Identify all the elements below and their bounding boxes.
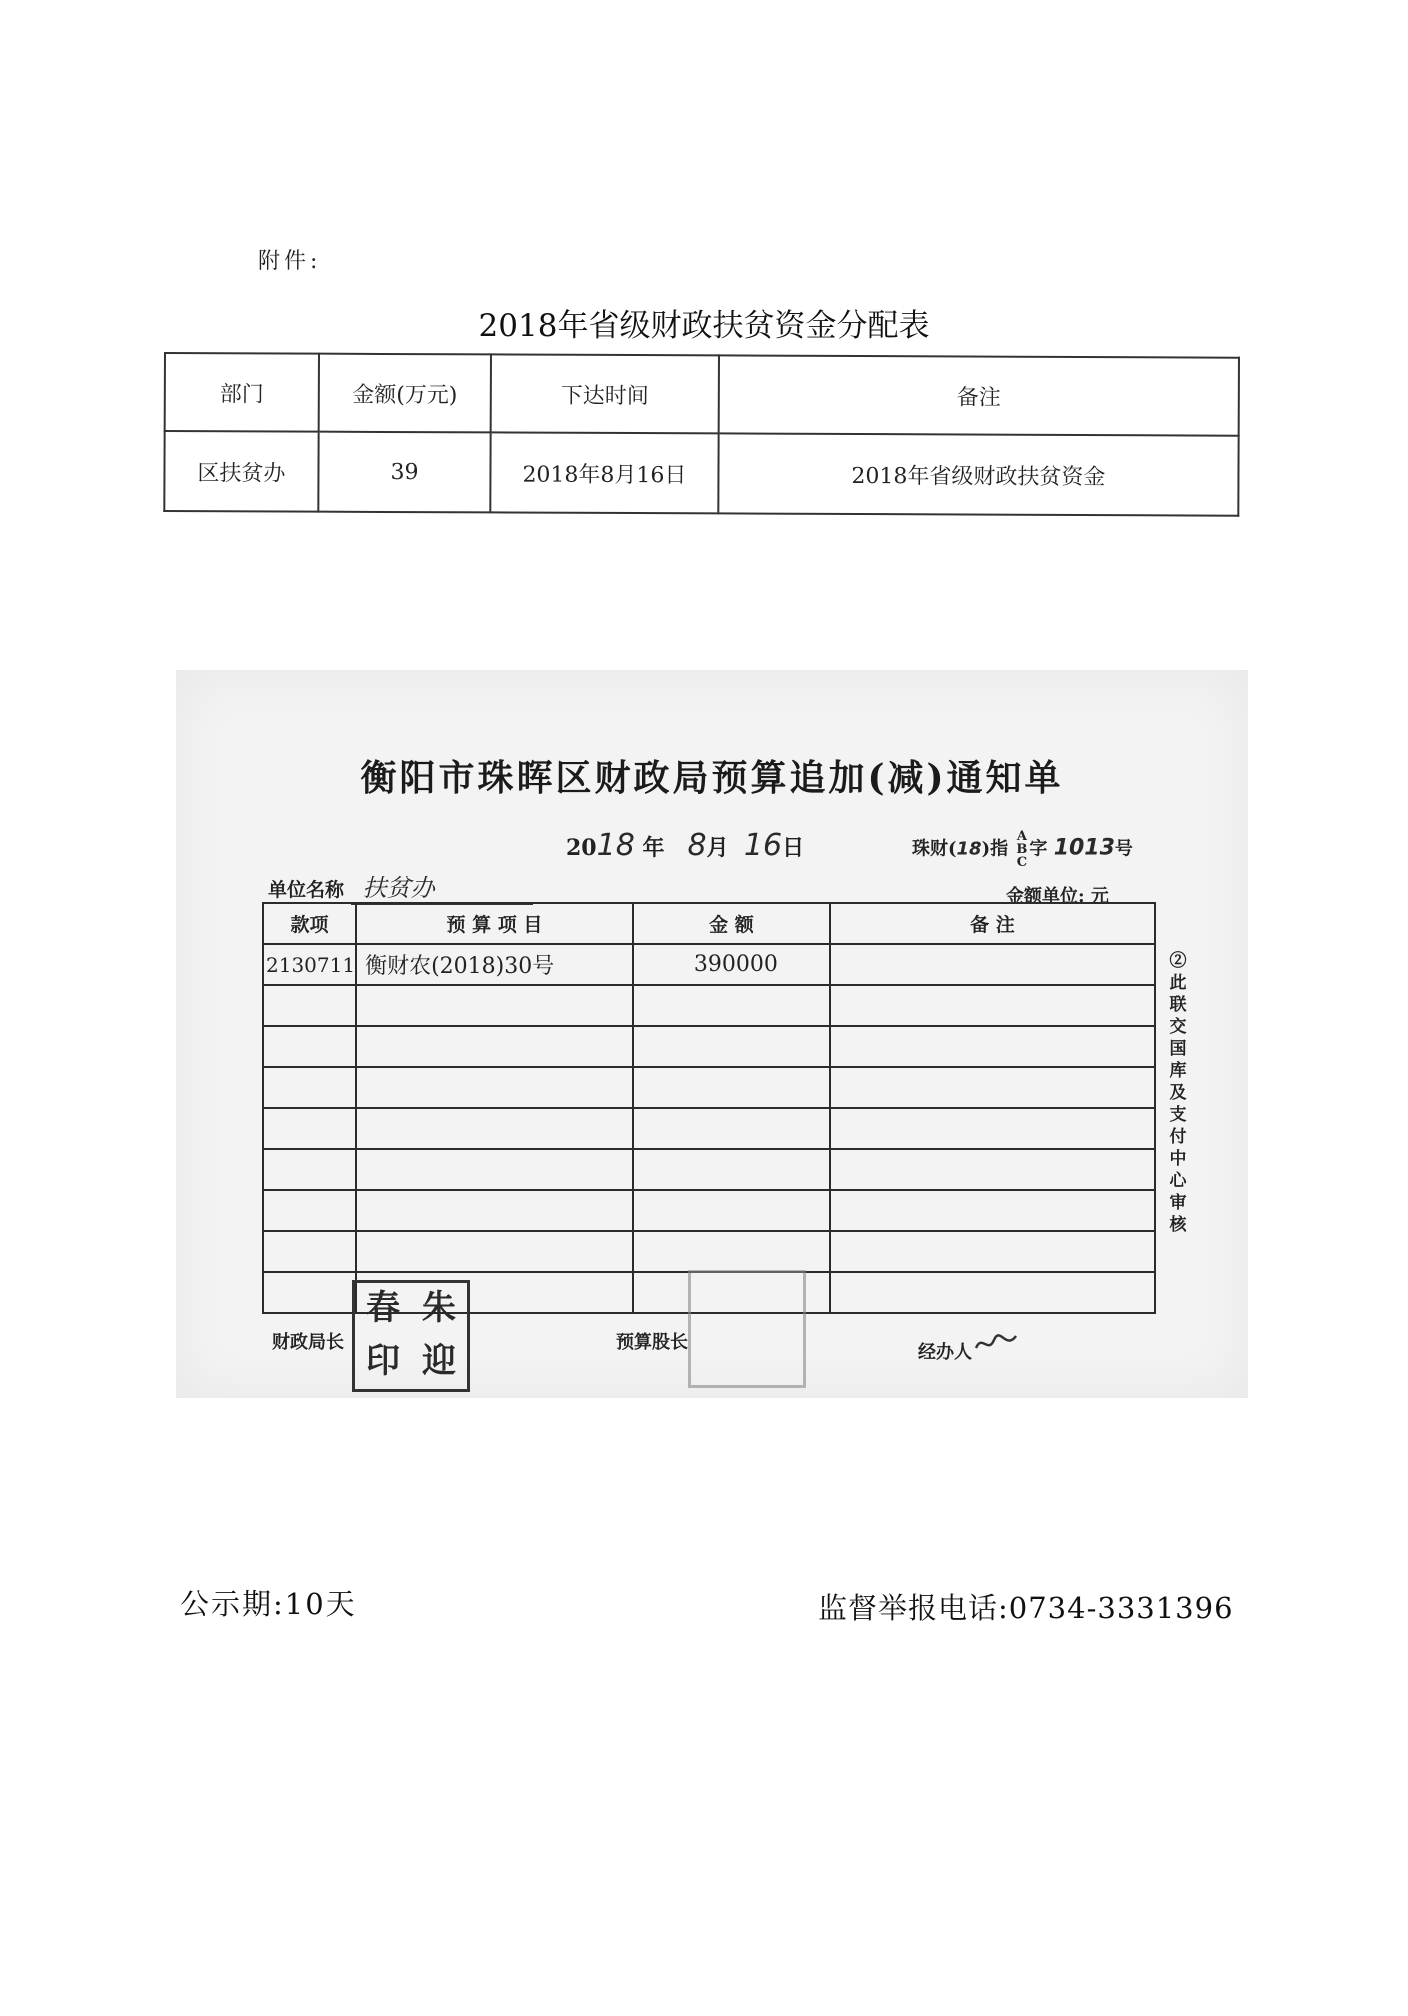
- table-row: [164, 431, 1238, 516]
- stamp-char: 迎: [422, 1341, 456, 1381]
- table-row: [263, 1067, 1155, 1108]
- ref-number: 1013: [1053, 835, 1115, 861]
- date-day: 16: [743, 828, 783, 863]
- table-row: [263, 1190, 1155, 1231]
- notice-table-header: [263, 903, 1155, 944]
- header-remarks: 备 注: [830, 903, 1155, 944]
- cell-amount: 39: [318, 432, 490, 513]
- stamp-char: 春: [366, 1288, 400, 1328]
- date-month-label: 月: [706, 835, 729, 861]
- header-department: 部门: [165, 353, 319, 432]
- unit-name-label: 单位名称: [268, 879, 345, 901]
- cell-issue-date: 2018年8月16日: [490, 432, 718, 513]
- notice-table: [262, 902, 1156, 1314]
- header-remarks: 备注: [719, 355, 1239, 435]
- signature-budget-head: 预算股长: [616, 1332, 688, 1353]
- ref-year-hand: 18: [956, 838, 982, 860]
- date-year-printed: 20: [566, 835, 597, 861]
- stamp-char: 印: [366, 1341, 400, 1381]
- table-header-row: [165, 353, 1239, 436]
- report-phone: 监督举报电话:0734-3331396: [818, 1591, 1234, 1625]
- scanned-notice: [176, 670, 1248, 1398]
- attachment-label: 附件:: [258, 249, 322, 274]
- money-unit-label: 金额单位: 元: [1006, 886, 1109, 907]
- table-row: [263, 985, 1155, 1026]
- header-budget-item: 预 算 项 目: [356, 903, 633, 944]
- handwritten-signature: [972, 1328, 1022, 1358]
- table-row: [263, 944, 1155, 985]
- cell-budget-item: 衡财农(2018)30号: [356, 944, 633, 985]
- date-year-handwritten: 18: [596, 828, 635, 863]
- ref-mid: )指: [981, 838, 1009, 860]
- cell-item-code: 2130711: [263, 944, 356, 985]
- allocation-table: [163, 352, 1240, 517]
- signature-director: 财政局长: [272, 1332, 344, 1353]
- cell-department: 区扶贫办: [164, 431, 318, 512]
- notice-title: 衡阳市珠晖区财政局预算追加(减)通知单: [360, 757, 1064, 799]
- ref-letters: [1016, 830, 1027, 869]
- ref-letter-c: C: [1016, 855, 1028, 870]
- name-seal-stamp: [352, 1280, 470, 1392]
- table-row: [263, 1026, 1155, 1067]
- header-item-code: 款项: [263, 903, 356, 944]
- unit-name-field: [268, 868, 533, 905]
- ref-end: 号: [1114, 838, 1133, 860]
- header-amount: 金 额: [633, 903, 830, 944]
- table-row: [263, 1108, 1155, 1149]
- cell-remarks: [830, 944, 1155, 985]
- cell-amount: 390000: [633, 944, 830, 985]
- table-row: [263, 1231, 1155, 1272]
- date-month: 8: [687, 828, 707, 863]
- page-title: 2018年省级财政扶贫资金分配表: [478, 308, 930, 344]
- unit-name-value: 扶贫办: [351, 868, 533, 905]
- table-row: [263, 1149, 1155, 1190]
- faint-seal-stamp: [688, 1270, 806, 1388]
- header-amount: 金额(万元): [319, 354, 491, 433]
- date-year-label: 年: [642, 835, 665, 861]
- ref-letter-b: B: [1016, 842, 1028, 857]
- side-note: ②此联交国库及支付中心审核: [1169, 951, 1187, 1235]
- stamp-char: 朱: [422, 1288, 456, 1328]
- ref-prefix: 珠财(: [912, 838, 957, 860]
- notice-date: [566, 828, 804, 863]
- date-day-label: 日: [782, 835, 805, 861]
- signature-handler-label: 经办人: [918, 1342, 972, 1363]
- ref-letter-a: A: [1016, 829, 1027, 844]
- signature-handler: [918, 1328, 1022, 1364]
- ref-suffix: 字: [1029, 838, 1048, 860]
- cell-remarks: 2018年省级财政扶贫资金: [718, 433, 1238, 515]
- header-issue-date: 下达时间: [491, 354, 719, 433]
- notice-reference: [912, 830, 1133, 869]
- publicity-period: 公示期:10天: [180, 1587, 357, 1621]
